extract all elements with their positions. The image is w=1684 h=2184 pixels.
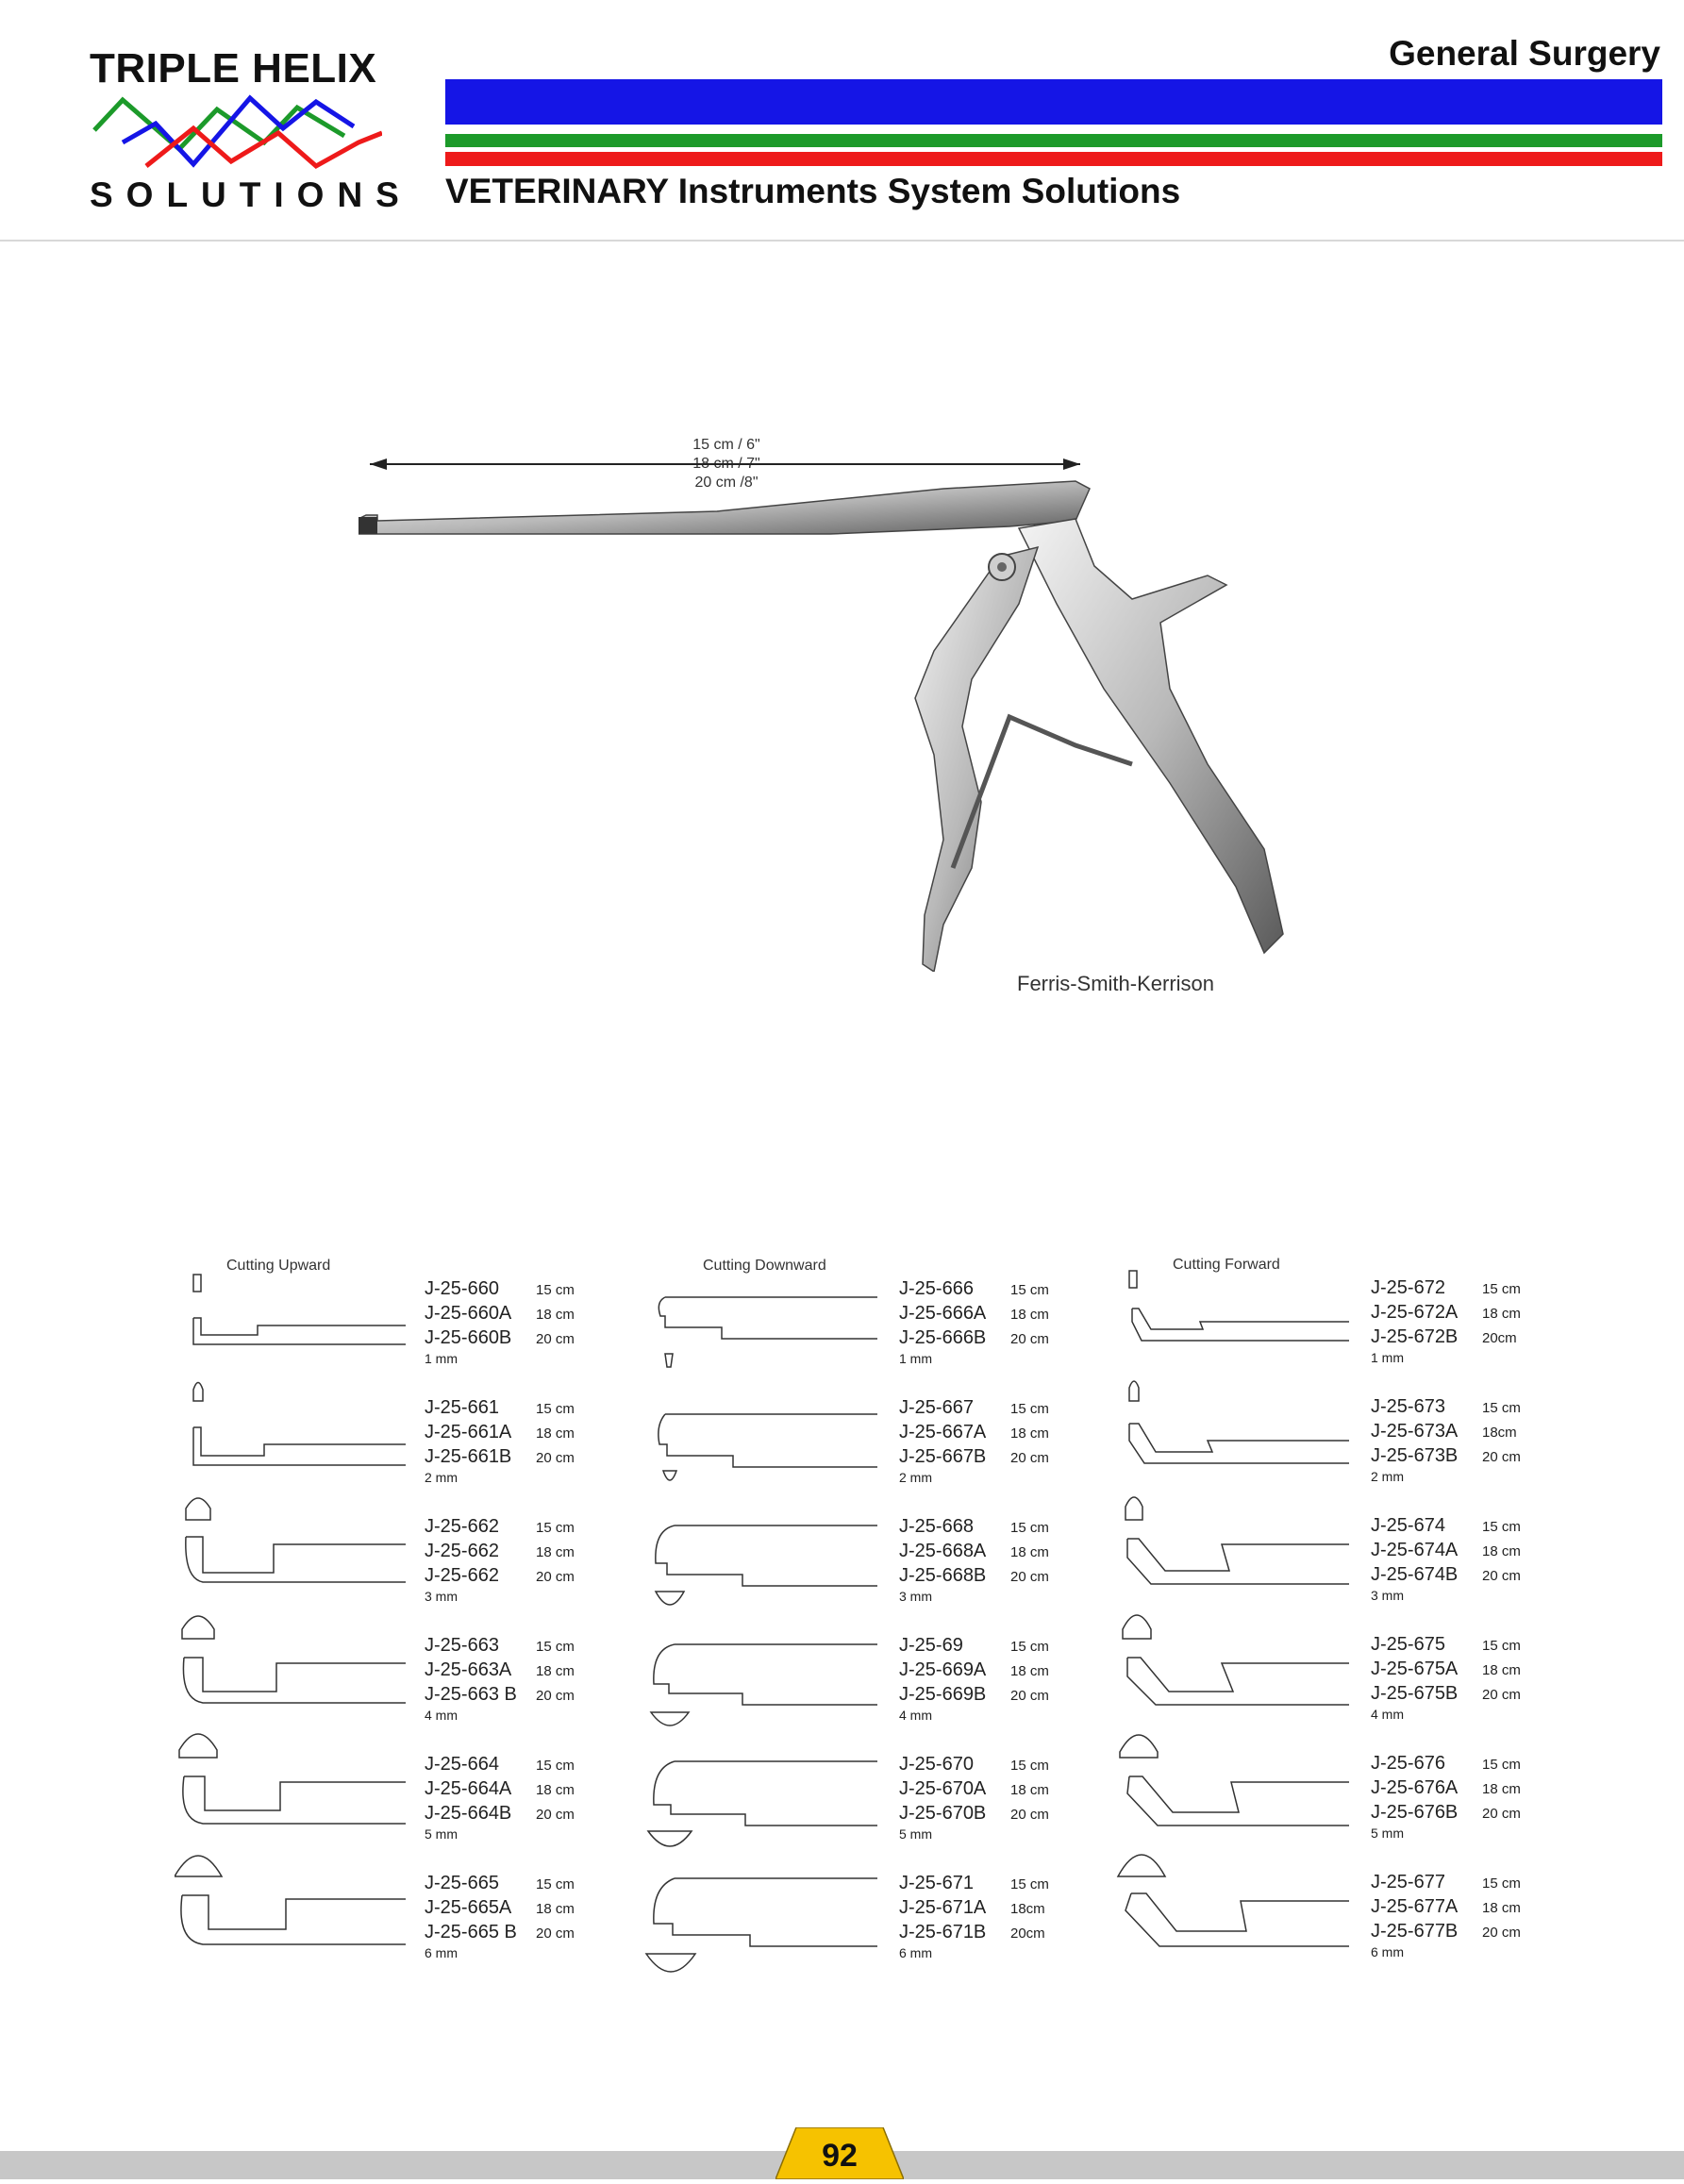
jaw-width: 1 mm — [425, 1351, 458, 1366]
item-code: J-25-676B — [1371, 1802, 1459, 1823]
jaw-width: 4 mm — [899, 1708, 932, 1723]
brand-name-bottom: SOLUTIONS — [90, 175, 412, 214]
item-code: J-25-672B — [1371, 1326, 1459, 1347]
item-size: 20 cm — [1482, 1925, 1521, 1941]
item-code: J-25-671B — [899, 1922, 987, 1942]
item-size: 15 cm — [1010, 1876, 1049, 1892]
column-title-upward: Cutting Upward — [226, 1258, 331, 1274]
item-size: 20 cm — [1482, 1449, 1521, 1465]
catalog-entry — [1371, 1870, 1521, 1960]
item-size: 20 cm — [536, 1569, 575, 1585]
item-size: 18 cm — [536, 1425, 575, 1442]
item-code: J-25-670 — [899, 1754, 974, 1775]
item-code: J-25-69 — [899, 1635, 963, 1656]
jaw-width: 3 mm — [899, 1589, 932, 1604]
item-size: 15 cm — [1010, 1758, 1049, 1774]
item-size: 15 cm — [536, 1639, 575, 1655]
jaw-width: 6 mm — [425, 1945, 458, 1960]
header-divider — [0, 240, 1684, 242]
tip-upward-2mm — [193, 1383, 406, 1466]
item-code: J-25-672 — [1371, 1277, 1445, 1298]
item-size: 15 cm — [1482, 1757, 1521, 1773]
tip-forward-5mm — [1120, 1735, 1349, 1826]
item-code: J-25-667 — [899, 1397, 974, 1418]
item-code: J-25-675A — [1371, 1659, 1459, 1679]
item-size: 20cm — [1010, 1926, 1045, 1942]
item-code: J-25-676A — [1371, 1777, 1459, 1798]
catalog-entry — [899, 1514, 1049, 1605]
section-title: General Surgery — [1389, 34, 1660, 73]
tip-forward-4mm — [1123, 1615, 1349, 1705]
item-size: 18 cm — [1482, 1306, 1521, 1322]
item-size: 18 cm — [1482, 1781, 1521, 1797]
jaw-width: 5 mm — [899, 1826, 932, 1842]
jaw-width: 2 mm — [425, 1470, 458, 1485]
item-code: J-25-668 — [899, 1516, 974, 1537]
catalog-entry — [1371, 1632, 1521, 1723]
item-code: J-25-670B — [899, 1803, 987, 1824]
catalog-entry — [1371, 1513, 1521, 1604]
item-size: 18 cm — [1010, 1307, 1049, 1323]
jaw-width: 6 mm — [899, 1945, 932, 1960]
dimension-label: 15 cm / 6" — [692, 437, 760, 453]
item-size: 20 cm — [536, 1331, 575, 1347]
jaw-width: 1 mm — [899, 1351, 932, 1366]
tip-forward-3mm — [1125, 1497, 1349, 1584]
item-size: 20 cm — [536, 1807, 575, 1823]
helix-logo-icon — [90, 91, 382, 181]
item-code: J-25-673 — [1371, 1396, 1445, 1417]
tip-upward-5mm — [179, 1734, 406, 1824]
item-code: J-25-666 — [899, 1278, 974, 1299]
item-size: 15 cm — [536, 1520, 575, 1536]
item-code: J-25-667A — [899, 1422, 987, 1442]
front-handle — [915, 547, 1038, 972]
item-size: 20 cm — [1482, 1568, 1521, 1584]
item-size: 15 cm — [1482, 1281, 1521, 1297]
item-size: 15 cm — [536, 1401, 575, 1417]
jaw-width: 5 mm — [425, 1826, 458, 1842]
item-code: J-25-664A — [425, 1778, 512, 1799]
rongeur-illustration — [358, 443, 1377, 972]
tip-forward-2mm — [1129, 1381, 1349, 1463]
tip-upward-3mm — [186, 1498, 406, 1582]
dimension-label: 18 cm / 7" — [692, 456, 760, 472]
item-size: 20 cm — [1010, 1688, 1049, 1704]
column-title-forward: Cutting Forward — [1173, 1257, 1280, 1273]
catalog-entry — [899, 1276, 1049, 1367]
tip-upward-1mm — [193, 1275, 406, 1344]
item-code: J-25-661A — [425, 1422, 512, 1442]
item-code: J-25-675 — [1371, 1634, 1445, 1655]
item-code: J-25-665 B — [425, 1922, 517, 1942]
tip-downward-2mm — [659, 1414, 877, 1480]
dimension-label: 20 cm /8" — [694, 475, 759, 491]
jaw-width: 3 mm — [1371, 1588, 1404, 1603]
spring — [953, 717, 1132, 868]
catalog-entry — [425, 1276, 575, 1367]
catalog-entry — [1371, 1751, 1521, 1842]
item-code: J-25-668B — [899, 1565, 987, 1586]
item-code: J-25-660A — [425, 1303, 512, 1324]
item-code: J-25-666A — [899, 1303, 987, 1324]
item-code: J-25-664B — [425, 1803, 512, 1824]
tip-downward-3mm — [656, 1525, 877, 1605]
jaw-width: 3 mm — [425, 1589, 458, 1604]
brand-name-top: TRIPLE HELIX — [90, 45, 377, 92]
item-size: 15 cm — [536, 1282, 575, 1298]
item-size: 20 cm — [536, 1450, 575, 1466]
item-size: 20 cm — [1482, 1806, 1521, 1822]
item-code: J-25-661B — [425, 1446, 512, 1467]
tip-downward-6mm — [646, 1878, 877, 1972]
item-code: J-25-662 — [425, 1541, 499, 1561]
item-size: 20cm — [1482, 1330, 1517, 1346]
item-code: J-25-670A — [899, 1778, 987, 1799]
catalog-entry — [1371, 1275, 1521, 1366]
catalog-subtitle: VETERINARY Instruments System Solutions — [445, 172, 1181, 210]
tip-downward-4mm — [651, 1644, 877, 1726]
catalog-entry — [899, 1752, 1049, 1842]
catalog-entry — [425, 1395, 575, 1486]
item-size: 15 cm — [1010, 1401, 1049, 1417]
jaw-width: 2 mm — [1371, 1469, 1404, 1484]
shaft — [358, 481, 1090, 534]
catalog-entry — [425, 1514, 575, 1605]
item-code: J-25-662 — [425, 1516, 499, 1537]
item-size: 15 cm — [1010, 1639, 1049, 1655]
item-size: 18 cm — [1010, 1663, 1049, 1679]
item-code: J-25-663A — [425, 1659, 512, 1680]
item-size: 20 cm — [536, 1688, 575, 1704]
jaw-width: 4 mm — [1371, 1707, 1404, 1722]
tip-downward-1mm — [659, 1297, 877, 1367]
item-size: 15 cm — [1010, 1520, 1049, 1536]
jaw-width: 1 mm — [1371, 1350, 1404, 1365]
item-code: J-25-663 B — [425, 1684, 517, 1705]
item-code: J-25-666B — [899, 1327, 987, 1348]
item-code: J-25-668A — [899, 1541, 987, 1561]
item-code: J-25-662 — [425, 1565, 499, 1586]
tip-diagrams — [175, 1250, 1542, 1986]
item-code: J-25-674 — [1371, 1515, 1445, 1536]
item-size: 18 cm — [536, 1307, 575, 1323]
item-size: 15 cm — [1482, 1638, 1521, 1654]
item-code: J-25-675B — [1371, 1683, 1459, 1704]
item-size: 20 cm — [1010, 1807, 1049, 1823]
catalog-entry — [899, 1395, 1049, 1486]
item-size: 18 cm — [536, 1782, 575, 1798]
item-code: J-25-669B — [899, 1684, 987, 1705]
item-size: 18 cm — [1010, 1782, 1049, 1798]
tip-downward-5mm — [648, 1761, 877, 1846]
item-code: J-25-660B — [425, 1327, 512, 1348]
page-number: 92 — [822, 2138, 858, 2174]
jaw-width: 5 mm — [1371, 1826, 1404, 1841]
item-size: 15 cm — [1482, 1519, 1521, 1535]
item-size: 20 cm — [1010, 1450, 1049, 1466]
item-size: 15 cm — [536, 1758, 575, 1774]
item-size: 18cm — [1010, 1901, 1045, 1917]
item-size: 18 cm — [1010, 1544, 1049, 1560]
catalog-entry — [425, 1871, 575, 1961]
catalog-entry — [899, 1871, 1049, 1961]
item-code: J-25-674B — [1371, 1564, 1459, 1585]
item-size: 18 cm — [1482, 1900, 1521, 1916]
item-code: J-25-673A — [1371, 1421, 1459, 1442]
item-code: J-25-677A — [1371, 1896, 1459, 1917]
catalog-entry — [1371, 1394, 1521, 1485]
item-code: J-25-660 — [425, 1278, 499, 1299]
item-size: 15 cm — [1010, 1282, 1049, 1298]
header-band-blue — [445, 79, 1662, 125]
tip-forward-6mm — [1118, 1855, 1349, 1946]
header-band-red — [445, 152, 1662, 166]
item-code: J-25-665 — [425, 1873, 499, 1893]
item-code: J-25-676 — [1371, 1753, 1445, 1774]
item-size: 18 cm — [1482, 1543, 1521, 1559]
item-code: J-25-671 — [899, 1873, 974, 1893]
header-band-green — [445, 134, 1662, 147]
item-code: J-25-667B — [899, 1446, 987, 1467]
item-size: 18 cm — [536, 1544, 575, 1560]
tip-forward-1mm — [1129, 1271, 1349, 1341]
product-name: Ferris-Smith-Kerrison — [1017, 972, 1215, 995]
item-size: 20 cm — [1010, 1569, 1049, 1585]
catalog-entry — [425, 1752, 575, 1842]
item-size: 18cm — [1482, 1425, 1517, 1441]
item-size: 20 cm — [1482, 1687, 1521, 1703]
item-code: J-25-661 — [425, 1397, 499, 1418]
item-code: J-25-663 — [425, 1635, 499, 1656]
jaw-width: 4 mm — [425, 1708, 458, 1723]
catalog-entry — [425, 1633, 575, 1724]
item-code: J-25-677B — [1371, 1921, 1459, 1942]
item-code: J-25-669A — [899, 1659, 987, 1680]
catalog-entry — [899, 1633, 1049, 1724]
item-size: 15 cm — [536, 1876, 575, 1892]
item-code: J-25-664 — [425, 1754, 499, 1775]
item-size: 15 cm — [1482, 1876, 1521, 1892]
tip-upward-4mm — [182, 1616, 406, 1703]
jaw-width: 6 mm — [1371, 1944, 1404, 1959]
item-size: 18 cm — [1010, 1425, 1049, 1442]
jaw-width: 2 mm — [899, 1470, 932, 1485]
item-size: 15 cm — [1482, 1400, 1521, 1416]
item-size: 18 cm — [536, 1901, 575, 1917]
item-code: J-25-677 — [1371, 1872, 1445, 1892]
item-size: 20 cm — [536, 1926, 575, 1942]
item-size: 20 cm — [1010, 1331, 1049, 1347]
item-code: J-25-674A — [1371, 1540, 1459, 1560]
item-size: 18 cm — [536, 1663, 575, 1679]
item-code: J-25-665A — [425, 1897, 512, 1918]
item-size: 18 cm — [1482, 1662, 1521, 1678]
item-code: J-25-671A — [899, 1897, 987, 1918]
item-code: J-25-672A — [1371, 1302, 1459, 1323]
item-code: J-25-673B — [1371, 1445, 1459, 1466]
column-title-downward: Cutting Downward — [703, 1258, 826, 1274]
tip-upward-6mm — [175, 1856, 406, 1944]
